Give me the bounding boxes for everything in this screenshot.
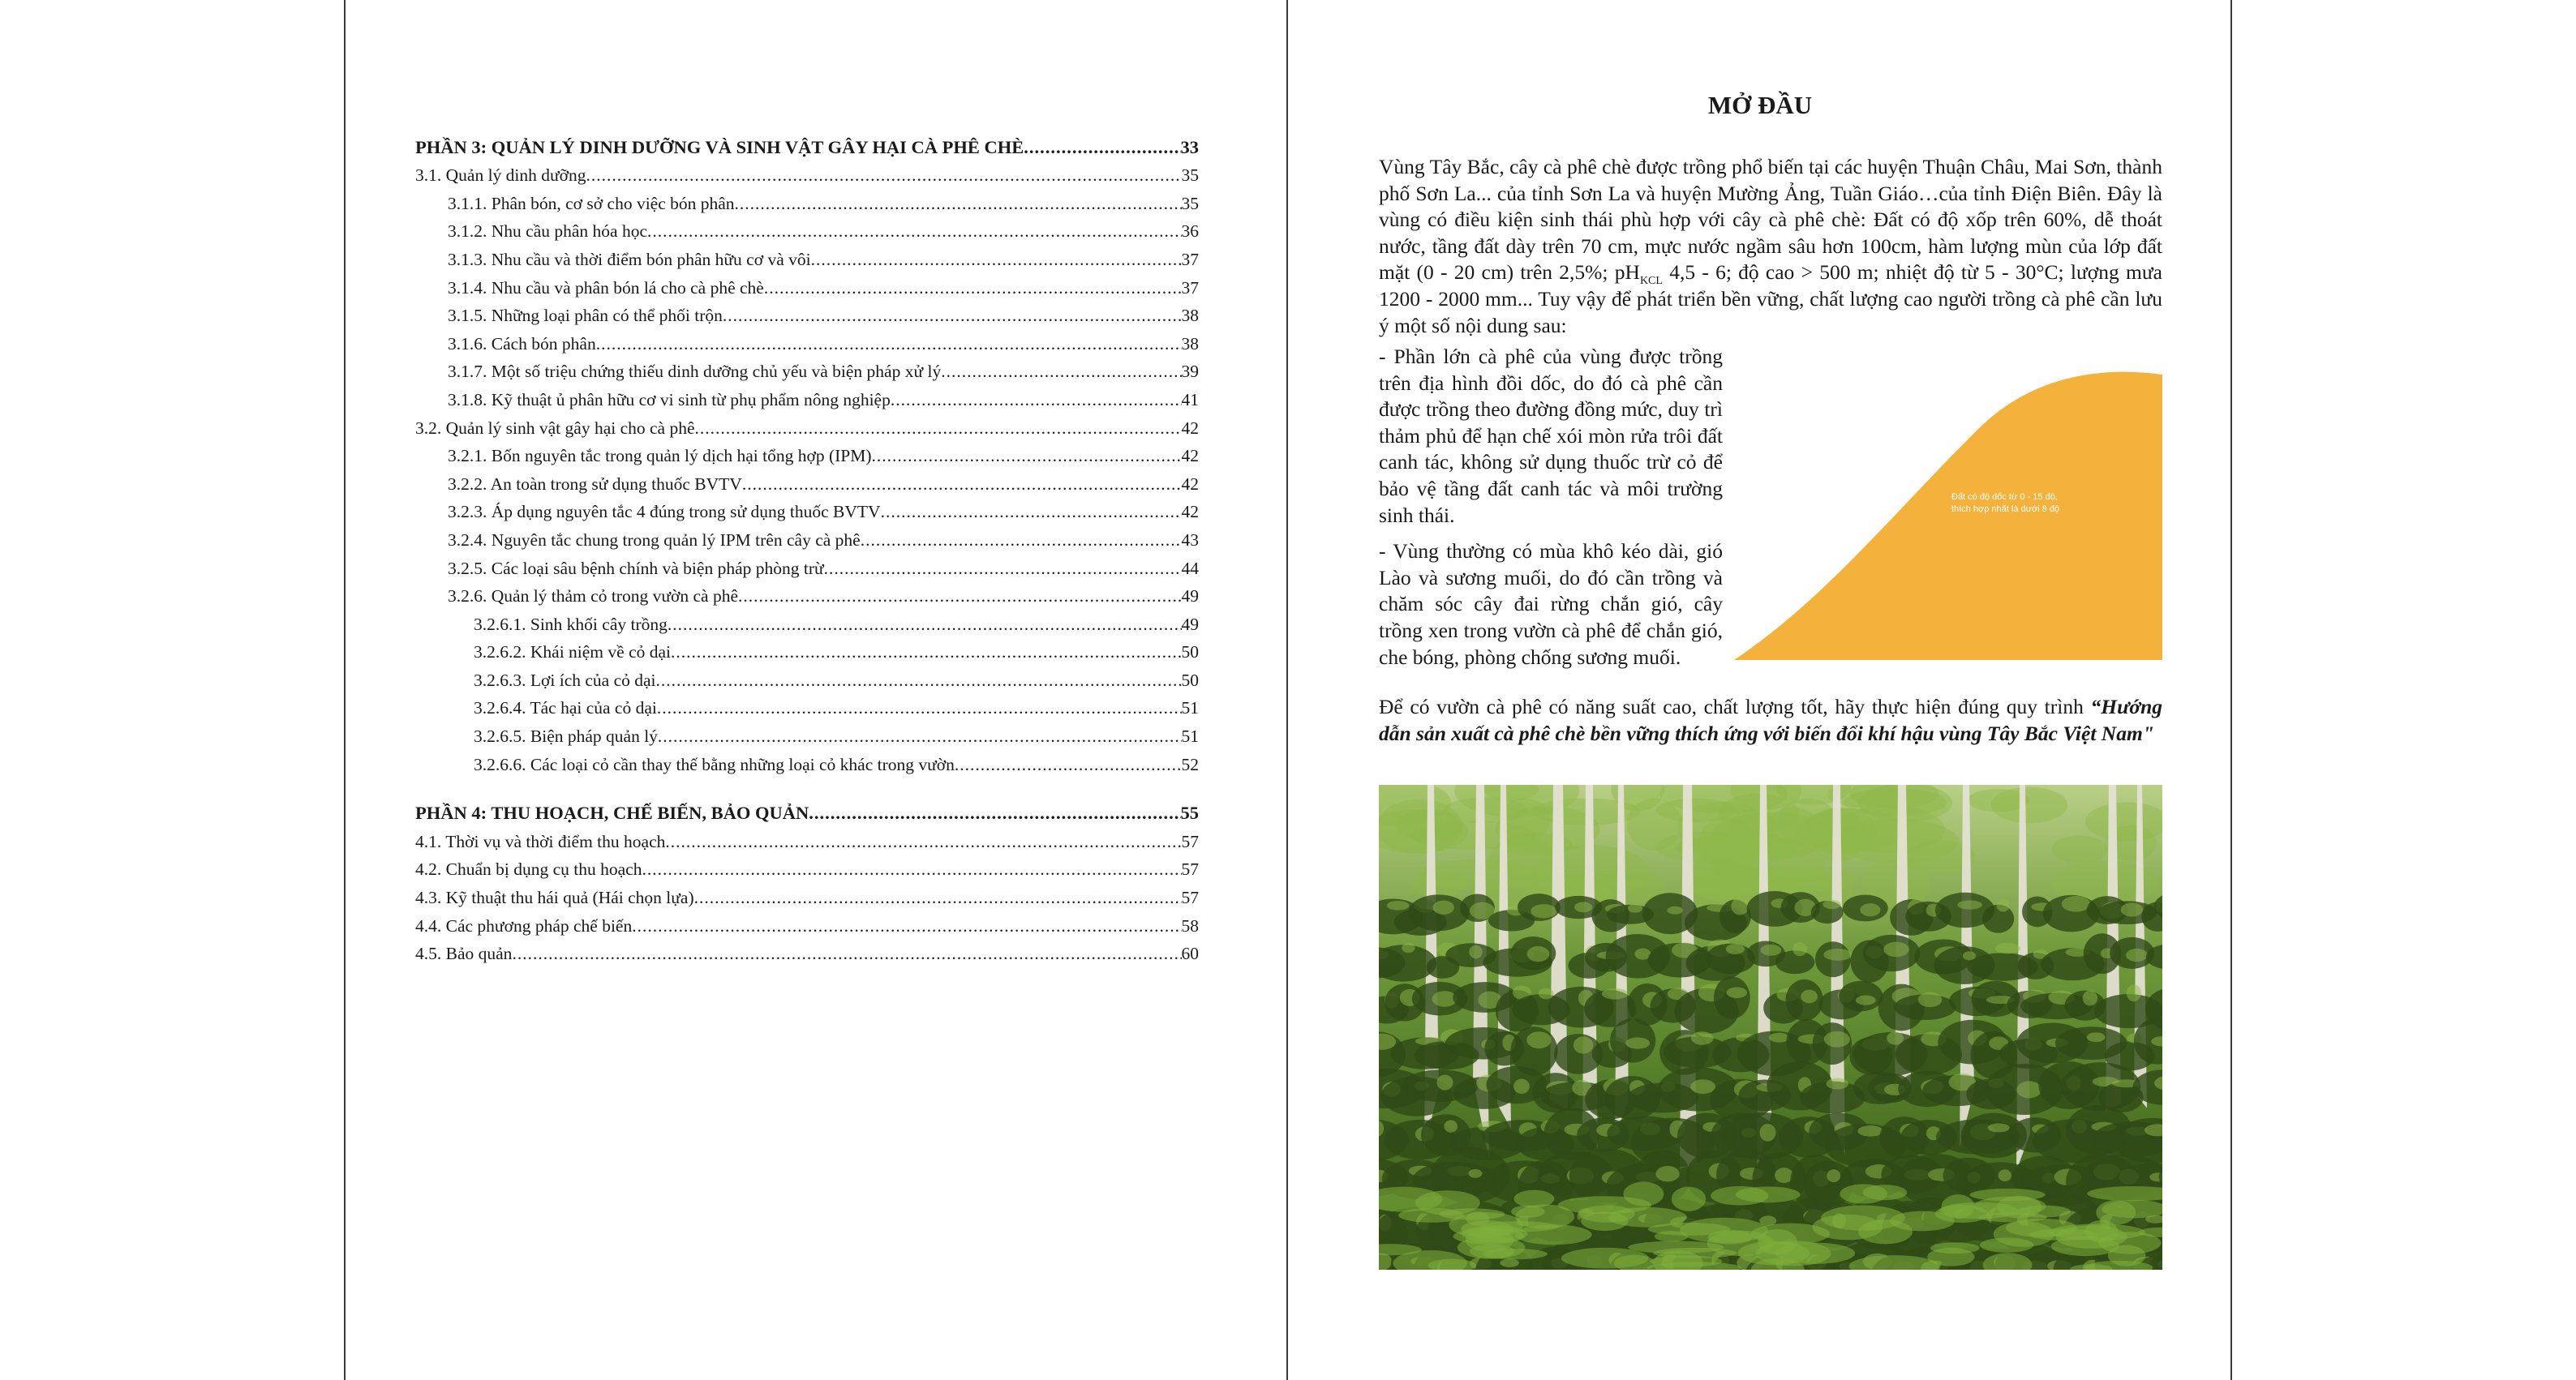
figure-caption: Đất có độ dốc từ 0 - 15 độ, thích hợp nhất là dưới 8 độ: [1951, 492, 2060, 514]
toc-entry-title: 3.1.3. Nhu cầu và thời điểm bón phân hữu cơ và vôi: [448, 249, 811, 269]
toc-page-number: 57: [1181, 831, 1199, 851]
guideline-title-quote: “Hướng dẫn sản xuất cà phê chè bền vững thích ứng với biến đổi khí hậu vùng Tây Bắc Việt Nam": [1379, 695, 2163, 745]
toc-entry: [415, 158, 1199, 186]
toc-page-number: 57: [1181, 859, 1199, 880]
toc-entry: [415, 718, 1199, 747]
toc-entry-title: 3.2.4. Nguyên tắc chung trong quản lý IPM trên cây cà phê: [448, 529, 861, 550]
toc-page-number: 42: [1181, 418, 1199, 438]
toc-page-number: 39: [1181, 362, 1199, 382]
toc-page-number: 41: [1181, 389, 1199, 409]
toc-page-number: 42: [1181, 502, 1199, 522]
toc-entry-title: 3.2.6.4. Tác hại của cỏ dại: [474, 698, 657, 718]
toc-entry: [415, 662, 1199, 691]
toc-page-number: 49: [1181, 586, 1199, 606]
toc-entry: [415, 747, 1199, 775]
toc-dot-leader: [671, 641, 1181, 662]
toc-page-number: 51: [1181, 726, 1199, 747]
toc-page-number: 58: [1181, 915, 1199, 936]
toc-entry-title: 3.2.6.6. Các loại cỏ cần thay thế bằng những loại cỏ khác trong vườn: [474, 754, 955, 774]
toc-entry: [415, 242, 1199, 270]
ph-subscript: KCL: [1639, 275, 1663, 288]
toc-part-heading: [415, 130, 1199, 158]
toc-entry-title: 3.2.2. An toàn trong sử dụng thuốc BVTV: [448, 474, 742, 494]
toc-entry: [415, 298, 1199, 327]
toc-entry-title: 3.1.1. Phân bón, cơ sở cho việc bón phân: [448, 193, 735, 213]
tree-icon: [1903, 443, 1926, 483]
toc-page-number: 33: [1180, 136, 1199, 157]
tree-icon: [1844, 506, 1867, 546]
toc-page-number: 44: [1181, 558, 1199, 578]
toc-entry: [415, 466, 1199, 495]
toc-entry-title: 3.1.8. Kỹ thuật ủ phân hữu cơ vi sinh từ phụ phẩm nông nghiệp: [448, 389, 891, 409]
toc-entry-title: 3.2.6.5. Biện pháp quản lý: [474, 726, 658, 747]
toc-page-number: 50: [1181, 670, 1199, 690]
right-page: [1288, 0, 2232, 1380]
toc-page-number: 52: [1181, 754, 1199, 774]
toc-dot-leader: [665, 831, 1181, 852]
slope-illustration: [1734, 357, 2162, 660]
toc-dot-leader: [512, 943, 1181, 964]
toc-dot-leader: [668, 614, 1182, 635]
closing-paragraph: [1379, 694, 2162, 747]
toc-entry: [415, 495, 1199, 523]
toc-dot-leader: [694, 887, 1182, 908]
toc-page-number: 35: [1181, 193, 1199, 213]
toc-dot-leader: [764, 277, 1182, 298]
intro-text-1: Vùng Tây Bắc, cây cà phê chè được trồng phổ biến tại các huyện Thuận Châu, Mai Sơn, thành phố Sơn La... của tỉnh Sơn La và huyện Mường Ảng, Tuần Giáo…của tỉnh Điện Biên. Đây là vùng có điều kiện sinh thái phù hợp với cây cà phê chè: Đất có độ xốp trên 60%, dễ thoát nước, tầng đất dày trên 70 cm, mực nước ngầm sâu hơn 100cm, hàm lượng mùn của lớp đất mặt (0 - 20 cm) trên 2,5%; pH: [1379, 155, 2162, 285]
toc-entry-title: 4.3. Kỹ thuật thu hái quả (Hái chọn lựa): [415, 888, 694, 908]
toc-entry: [415, 880, 1199, 908]
toc-entry-title: 3.1.4. Nhu cầu và phân bón lá cho cà phê chè: [448, 277, 764, 298]
bullet-item: - Vùng thường có mùa khô kéo dài, gió Lào và sương muối, do đó cần trồng và chăm sóc cây đai rừng chắn gió, cây trồng xen trong vườn cà phê để chắn gió, che bóng, phòng chống sương muối.: [1379, 539, 1723, 669]
toc-dot-leader: [955, 754, 1182, 775]
toc-page-number: 42: [1181, 474, 1199, 494]
page-title: MỞ ĐẦU: [1707, 91, 1813, 119]
toc-dot-leader: [872, 445, 1182, 466]
coffee-plantation-image: [1379, 785, 2162, 1270]
toc-dot-leader: [632, 915, 1181, 936]
toc-dot-leader: [656, 670, 1182, 691]
intro-text-2: 4,5 - 6; độ cao > 500 m; nhiệt độ từ 5 - 30°C; lượng mưa 1200 - 2000 mm... Tuy vậy để phát triển bền vững, chất lượng cao người trồng cà phê cần lưu ý một số nội dung sau:: [1379, 260, 2162, 337]
toc-page-number: 55: [1180, 803, 1199, 824]
toc-dot-leader: [824, 558, 1182, 579]
toc-entry: [415, 439, 1199, 467]
toc-page-number: 35: [1181, 165, 1199, 186]
toc-entry-title: 3.1.5. Những loại phân có thể phối trộn: [448, 306, 723, 326]
toc-entry-title: 4.4. Các phương pháp chế biến: [415, 915, 633, 936]
tree-icon: [1870, 480, 1893, 521]
toc-dot-leader: [695, 418, 1182, 439]
toc-entry-title: 3.1.2. Nhu cầu phân hóa học: [448, 221, 647, 242]
toc-page-number: 38: [1181, 333, 1199, 354]
toc-entry: [415, 606, 1199, 635]
left-page: [344, 0, 1288, 1380]
toc-page-number: 37: [1181, 277, 1199, 298]
bullet-item: - Phần lớn cà phê của vùng được trồng trên địa hình đồi dốc, do đó cà phê cần được trồng theo đường đồng mức, duy trì thảm phủ để hạn chế xói mòn rửa trôi đất canh tác, không sử dụng thuốc trừ cỏ để bảo vệ tầng đất canh tác và môi trường sinh thái.: [1379, 345, 1723, 527]
closing-text: Để có vườn cà phê có năng suất cao, chất lượng tốt, hãy thực hiện đúng quy trình: [1379, 695, 2084, 718]
toc-part-heading: [415, 796, 1199, 825]
toc-dot-leader: [941, 361, 1181, 382]
toc-entry-title: 4.2. Chuẩn bị dụng cụ thu hoạch: [415, 859, 642, 880]
toc-entry: [415, 579, 1199, 607]
toc-entry-title: 3.2. Quản lý sinh vật gây hại cho cà phê: [415, 418, 695, 438]
toc-entry: [415, 326, 1199, 354]
toc-page-number: 37: [1181, 249, 1199, 269]
toc-entry-title: PHẦN 3: QUẢN LÝ DINH DƯỠNG VÀ SINH VẬT GÂY HẠI CÀ PHÊ CHÈ: [415, 136, 1024, 157]
toc-dot-leader: [881, 501, 1182, 522]
toc-dot-leader: [809, 803, 1180, 824]
toc-dot-leader: [735, 193, 1182, 214]
toc-dot-leader: [596, 333, 1182, 354]
toc-entry-title: 3.1.6. Cách bón phân: [448, 333, 596, 354]
toc-entry: [415, 852, 1199, 881]
toc-page-number: 38: [1181, 306, 1199, 326]
toc-entry-title: PHẦN 4: THU HOẠCH, CHẾ BIẾN, BẢO QUẢN: [415, 803, 809, 824]
toc-dot-leader: [586, 165, 1182, 186]
toc-entry: [415, 410, 1199, 439]
toc-page-number: 36: [1181, 221, 1199, 242]
intro-paragraph: [1379, 154, 2162, 339]
toc-page-number: 51: [1181, 698, 1199, 718]
toc-entry-title: 3.2.1. Bốn nguyên tắc trong quản lý dịch hại tổng hợp (IPM): [448, 446, 872, 466]
toc-entry-title: 3.2.5. Các loại sâu bệnh chính và biện pháp phòng trừ: [448, 558, 824, 578]
toc-page-number: 60: [1181, 944, 1199, 964]
toc-entry-title: 3.2.6. Quản lý thảm cỏ trong vườn cà phê: [448, 586, 738, 606]
toc-entry-title: 3.2.3. Áp dụng nguyên tắc 4 đúng trong sử dụng thuốc BVTV: [448, 502, 881, 522]
bullet-list: [1379, 344, 1723, 680]
toc-dot-leader: [723, 305, 1182, 326]
toc-entry: [415, 824, 1199, 852]
toc-entry: [415, 908, 1199, 936]
toc-page-number: 49: [1181, 614, 1199, 634]
toc-dot-leader: [1024, 137, 1180, 158]
toc-entry: [415, 691, 1199, 719]
toc-dot-leader: [658, 726, 1182, 747]
toc-dot-leader: [742, 474, 1182, 495]
toc-entry-title: 3.1.7. Một số triệu chứng thiếu dinh dưỡng chủ yếu và biện pháp xử lý: [448, 362, 942, 382]
toc-entry-title: 4.1. Thời vụ và thời điểm thu hoạch: [415, 831, 666, 851]
toc-entry: [415, 186, 1199, 214]
toc-entry: [415, 635, 1199, 663]
toc-dot-leader: [657, 697, 1182, 718]
toc-entry: [415, 270, 1199, 298]
toc-entry-title: 3.2.6.1. Sinh khối cây trồng: [474, 614, 668, 634]
toc-dot-leader: [891, 389, 1182, 410]
toc-dot-leader: [811, 249, 1182, 270]
toc-entry-title: 3.2.6.3. Lợi ích của cỏ dại: [474, 670, 656, 690]
toc-entry: [415, 214, 1199, 242]
toc-entry-title: 3.2.6.2. Khái niệm về cỏ dại: [474, 642, 672, 662]
toc-page-number: 42: [1181, 446, 1199, 466]
toc-entry-title: 3.1. Quản lý dinh dưỡng: [415, 165, 586, 186]
toc-entry: [415, 354, 1199, 383]
toc-page-number: 43: [1181, 529, 1199, 550]
slope-hill-shape: [1734, 372, 2162, 660]
toc-dot-leader: [647, 221, 1182, 242]
coffee-plantation-photo: [1379, 785, 2162, 1270]
toc-entry: [415, 522, 1199, 551]
toc-page-number: 50: [1181, 642, 1199, 662]
toc-dot-leader: [861, 529, 1182, 551]
toc-entry: [415, 936, 1199, 965]
toc-entry: [415, 382, 1199, 410]
toc-page-number: 57: [1181, 888, 1199, 908]
toc-dot-leader: [642, 859, 1181, 880]
toc-entry-title: 4.5. Bảo quản: [415, 944, 513, 964]
table-of-contents: [415, 130, 1199, 964]
toc-entry: [415, 551, 1199, 579]
toc-dot-leader: [738, 585, 1182, 606]
